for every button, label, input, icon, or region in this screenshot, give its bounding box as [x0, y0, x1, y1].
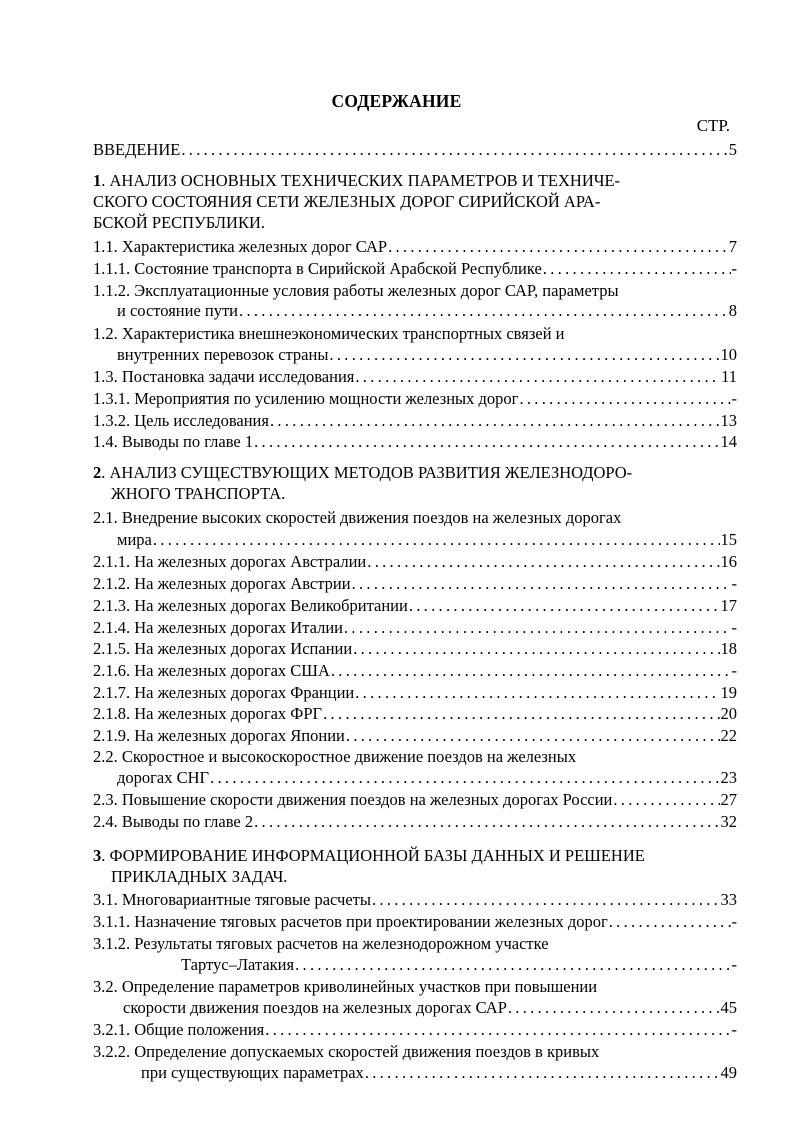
leader-dots — [181, 139, 727, 161]
toc-entry[interactable] — [93, 1019, 737, 1041]
page-title: СОДЕРЖАНИЕ — [331, 91, 462, 111]
leader-dots — [388, 236, 728, 258]
toc-entry[interactable] — [93, 997, 737, 1019]
leader-dots — [344, 617, 731, 639]
page-column-header: СТР. — [696, 116, 730, 135]
leader-dots — [239, 300, 728, 322]
leader-dots — [609, 911, 731, 933]
toc-page-number: 49 — [720, 1063, 737, 1082]
toc-entry[interactable] — [93, 811, 737, 833]
leader-dots — [355, 366, 720, 388]
leader-dots — [372, 889, 720, 911]
leader-dots — [323, 703, 719, 725]
chapter-title-line: БСКОЙ РЕСПУБЛИКИ. — [93, 213, 265, 232]
toc-entry[interactable] — [93, 300, 737, 322]
leader-dots — [355, 682, 719, 704]
toc-label: мира — [117, 530, 152, 549]
toc-page-number: 5 — [728, 140, 737, 159]
leader-dots — [329, 344, 719, 366]
toc-entry-line[interactable]: 3.2.2. Определение допускаемых скоростей движения поездов в кривых — [93, 1042, 600, 1061]
toc-page-number: 17 — [720, 596, 737, 615]
leader-dots — [331, 660, 731, 682]
leader-dots — [352, 573, 731, 595]
toc-page-number: 32 — [720, 812, 737, 831]
leader-dots — [519, 388, 730, 410]
toc-page-number: - — [731, 912, 737, 931]
chapter-1-heading[interactable] — [93, 170, 723, 233]
chapter-number: 3 — [93, 846, 102, 865]
toc-entry[interactable] — [93, 595, 737, 617]
toc-page-number: 27 — [720, 790, 737, 809]
toc-page-number: 10 — [720, 345, 737, 364]
toc-label: 2.4. Выводы по главе 2 — [93, 812, 254, 831]
toc-entry[interactable] — [93, 551, 737, 573]
chapter-title-line: ПРИКЛАДНЫХ ЗАДАЧ. — [111, 867, 288, 886]
toc-label: 1.4. Выводы по главе 1 — [93, 432, 254, 451]
leader-dots — [508, 997, 720, 1019]
toc-page-number: - — [731, 259, 737, 278]
toc-page-number: 13 — [720, 411, 737, 430]
toc-entry[interactable] — [93, 431, 737, 453]
toc-label: 3.1.1. Назначение тяговых расчетов при проектировании железных дорог — [93, 912, 608, 931]
toc-page-number: - — [731, 1020, 737, 1039]
toc-entry[interactable] — [93, 236, 737, 258]
toc-page-number: 20 — [720, 704, 737, 723]
toc-entry[interactable] — [93, 660, 737, 682]
leader-dots — [365, 1062, 720, 1084]
toc-entry[interactable] — [93, 529, 737, 551]
toc-label: 1.1. Характеристика железных дорог САР — [93, 237, 388, 256]
toc-label: и состояние пути — [117, 301, 239, 320]
toc-entry[interactable] — [93, 789, 737, 811]
chapter-title-line: . АНАЛИЗ СУЩЕСТВУЮЩИХ МЕТОДОВ РАЗВИТИЯ ЖЕЛЕЗНОДОРО- — [101, 463, 633, 482]
toc-page-number: 19 — [720, 683, 737, 702]
toc-page-number: 18 — [720, 639, 737, 658]
leader-dots — [254, 811, 719, 833]
toc-label: 3.2.1. Общие положения — [93, 1020, 265, 1039]
chapter-title-line: ЖНОГО ТРАНСПОРТА. — [111, 484, 286, 503]
toc-page-number: 16 — [720, 552, 737, 571]
chapter-number: 1 — [93, 171, 102, 190]
toc-entry[interactable] — [93, 911, 737, 933]
leader-dots — [270, 410, 720, 432]
toc-label: дорогах СНГ — [117, 768, 210, 787]
toc-label: 2.1.9. На железных дорогах Японии — [93, 726, 345, 745]
toc-entry[interactable] — [93, 682, 737, 704]
chapter-2-heading[interactable] — [93, 462, 723, 504]
toc-page-number: 11 — [721, 367, 737, 386]
toc-entry[interactable] — [93, 638, 737, 660]
toc-entry[interactable] — [93, 617, 737, 639]
toc-label: 2.1.3. На железных дорогах Великобритании — [93, 596, 408, 615]
leader-dots — [254, 431, 719, 453]
toc-page-number: - — [731, 955, 737, 974]
toc-page-number: - — [731, 618, 737, 637]
leader-dots — [613, 789, 719, 811]
toc-label: скорости движения поездов на железных дорогах САР — [123, 998, 507, 1017]
toc-entry-intro[interactable] — [93, 139, 737, 161]
leader-dots — [295, 954, 730, 976]
toc-label: внутренних перевозок страны — [117, 345, 329, 364]
toc-label: 2.3. Повышение скорости движения поездов на железных дорогах России — [93, 790, 613, 809]
toc-label: 2.1.6. На железных дорогах США — [93, 661, 330, 680]
toc-entry[interactable] — [93, 366, 737, 388]
toc-entry-line[interactable]: 1.2. Характеристика внешнеэкономических транспортных связей и — [93, 324, 565, 343]
toc-label: 2.1.7. На железных дорогах Франции — [93, 683, 355, 702]
toc-entry[interactable] — [93, 703, 737, 725]
leader-dots — [265, 1019, 730, 1041]
toc-page-number: 23 — [720, 768, 737, 787]
toc-label: 2.1.4. На железных дорогах Италии — [93, 618, 343, 637]
toc-entry[interactable] — [93, 725, 737, 747]
chapter-3-heading[interactable] — [93, 845, 723, 887]
leader-dots — [153, 529, 720, 551]
toc-entry[interactable] — [93, 388, 737, 410]
toc-entry-line[interactable]: 3.2. Определение параметров криволинейных участков при повышении — [93, 977, 598, 996]
toc-label: 2.1.2. На железных дорогах Австрии — [93, 574, 351, 593]
toc-label: 2.1.5. На железных дорогах Испании — [93, 639, 353, 658]
toc-label: 2.1.1. На железных дорогах Австралии — [93, 552, 367, 571]
toc-page-number: - — [731, 389, 737, 408]
toc-entry-line[interactable]: 2.1. Внедрение высоких скоростей движения поездов на железных дорогах — [93, 508, 622, 527]
toc-label: 1.1.1. Состояние транспорта в Сирийской Арабской Республике — [93, 259, 542, 278]
toc-entry[interactable] — [93, 344, 737, 366]
toc-entry-line[interactable]: 1.1.2. Эксплуатационные условия работы железных дорог САР, параметры — [93, 281, 619, 300]
toc-page-number: 15 — [720, 530, 737, 549]
toc-label: 1.3.1. Мероприятия по усилению мощности железных дорог — [93, 389, 519, 408]
toc-page-number: - — [731, 574, 737, 593]
toc-label: 2.1.8. На железных дорогах ФРГ — [93, 704, 323, 723]
toc-entry[interactable] — [93, 573, 737, 595]
toc-page-number: 22 — [720, 726, 737, 745]
toc-entry[interactable] — [93, 954, 737, 976]
chapter-title-line: . ФОРМИРОВАНИЕ ИНФОРМАЦИОННОЙ БАЗЫ ДАННЫХ И РЕШЕНИЕ — [101, 846, 645, 865]
leader-dots — [367, 551, 719, 573]
leader-dots — [353, 638, 719, 660]
toc-page-number: 33 — [720, 890, 737, 909]
toc-label: 1.3. Постановка задачи исследования — [93, 367, 355, 386]
toc-page-number: 8 — [728, 301, 737, 320]
toc-entry-line[interactable]: 2.2. Скоростное и высокоскоростное движение поездов на железных — [93, 747, 577, 766]
toc-entry[interactable] — [93, 258, 737, 280]
toc-page-number: 7 — [728, 237, 737, 256]
toc-label: ВВЕДЕНИЕ — [93, 140, 181, 159]
toc-entry[interactable] — [93, 767, 737, 789]
toc-label: 1.3.2. Цель исследования — [93, 411, 269, 430]
toc-page-number: 14 — [720, 432, 737, 451]
toc-entry[interactable] — [93, 1062, 737, 1084]
toc-entry[interactable] — [93, 410, 737, 432]
toc-page-number: 45 — [720, 998, 737, 1017]
toc-entry-line[interactable]: 3.1.2. Результаты тяговых расчетов на железнодорожном участке — [93, 934, 549, 953]
toc-label: Тартус–Латакия — [181, 955, 295, 974]
toc-label: при существующих параметрах — [141, 1063, 364, 1082]
toc-entry[interactable] — [93, 889, 737, 911]
leader-dots — [543, 258, 731, 280]
chapter-number: 2 — [93, 463, 102, 482]
toc-label: 3.1. Многовариантные тяговые расчеты — [93, 890, 371, 909]
chapter-title-line: . АНАЛИЗ ОСНОВНЫХ ТЕХНИЧЕСКИХ ПАРАМЕТРОВ И ТЕХНИЧЕ- — [101, 171, 621, 190]
leader-dots — [409, 595, 720, 617]
leader-dots — [210, 767, 719, 789]
leader-dots — [346, 725, 720, 747]
toc-page-number: - — [731, 661, 737, 680]
chapter-title-line: СКОГО СОСТОЯНИЯ СЕТИ ЖЕЛЕЗНЫХ ДОРОГ СИРИЙСКОЙ АРА- — [93, 192, 601, 211]
